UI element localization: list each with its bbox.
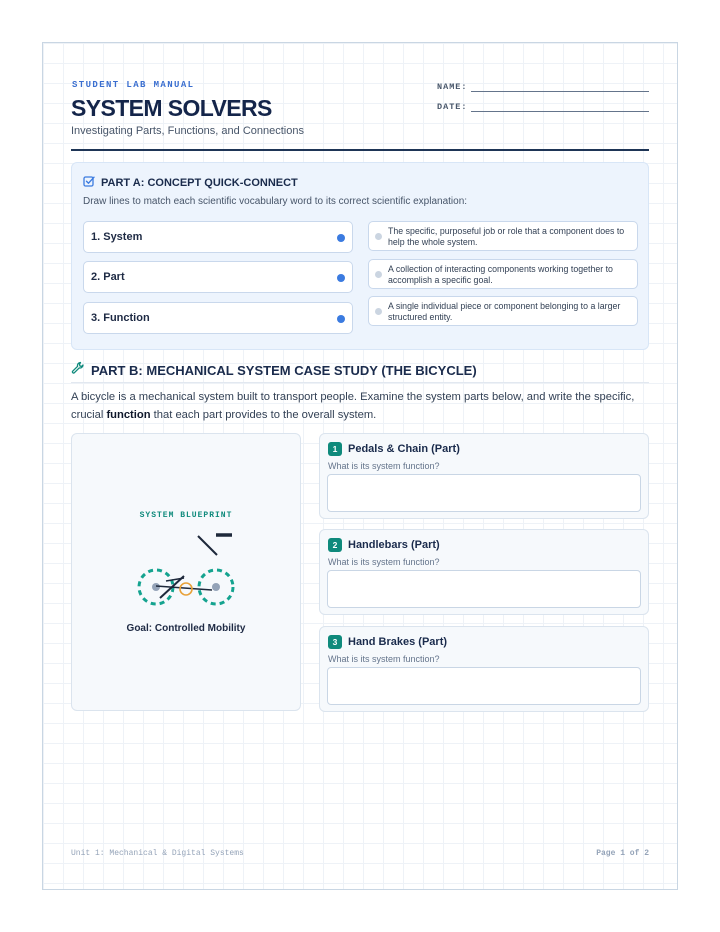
connector-dot[interactable] [337,234,345,242]
page-title: SYSTEM SOLVERS [71,95,272,121]
worksheet-page [42,42,678,890]
card-heading [328,635,447,649]
definition-text: A single individual piece or component belonging to a larger structured entity. [388,301,621,322]
footer-unit: Unit 1: Mechanical & Digital Systems [71,849,244,858]
chain-stay [156,586,212,590]
card-heading [328,538,440,552]
front-hub [212,583,220,591]
term-part[interactable] [83,261,353,293]
page-subtitle: Investigating Parts, Functions, and Connections [71,125,304,137]
name-label: NAME: [437,82,468,92]
student-fields [437,73,649,113]
fork [198,536,217,555]
header-divider [71,149,649,151]
part-card-handlebars [319,529,649,615]
card-question: What is its system function? [328,461,440,471]
part-card-brakes [319,626,649,712]
name-line[interactable] [471,80,649,92]
intro-keyword: function [106,409,151,421]
term-label: 2. Part [91,271,125,283]
connector-dot[interactable] [337,274,345,282]
answer-field[interactable] [327,570,641,608]
manual-label: STUDENT LAB MANUAL [72,80,195,90]
card-question: What is its system function? [328,557,440,567]
intro-text: A bicycle is a mechanical system built to transport people. Examine the system parts below, and write the specific, crucial [71,391,635,421]
definition-3[interactable] [368,296,638,326]
date-field [437,93,649,112]
answer-field[interactable] [327,667,641,705]
connector-dot[interactable] [375,308,382,315]
term-label: 3. Function [91,312,150,324]
connector-dot[interactable] [375,233,382,240]
term-function[interactable] [83,302,353,334]
definition-1[interactable] [368,221,638,251]
footer-page-number: Page 1 of 2 [596,849,649,858]
card-title: Hand Brakes (Part) [348,636,448,648]
card-question: What is its system function? [328,654,440,664]
date-label: DATE: [437,102,468,112]
part-a-title: PART A: CONCEPT QUICK-CONNECT [101,177,298,189]
definition-2[interactable] [368,259,638,289]
number-badge: 1 [328,442,342,456]
card-title: Handlebars (Part) [348,539,440,551]
blueprint-goal: Goal: Controlled Mobility [126,623,246,634]
part-a-heading [83,174,298,192]
part-b-intro [71,388,651,424]
card-title: Pedals & Chain (Part) [348,443,460,455]
intro-text-end: that each part provides to the overall system. [150,409,377,421]
wrench-icon [71,361,85,380]
definition-text: A collection of interacting components working together to accomplish a specific goal. [388,264,613,285]
part-b-title: PART B: MECHANICAL SYSTEM CASE STUDY (THE BICYCLE) [91,363,477,378]
page-content [71,43,649,889]
number-badge: 2 [328,538,342,552]
name-field [437,73,649,92]
definition-text: The specific, purposeful job or role that a component does to help the whole system. [388,226,625,247]
date-line[interactable] [471,100,649,112]
part-card-pedals [319,433,649,519]
blueprint-label: SYSTEM BLUEPRINT [139,511,233,520]
part-b-heading [71,361,477,380]
connector-dot[interactable] [375,271,382,278]
part-a-instructions: Draw lines to match each scientific vocabulary word to its correct scientific explanation: [83,196,468,207]
number-badge: 3 [328,635,342,649]
card-heading [328,442,460,456]
bicycle-diagram [128,528,246,614]
part-a-panel [71,162,649,350]
term-system[interactable] [83,221,353,253]
answer-field[interactable] [327,474,641,512]
checkbox-icon [83,174,95,192]
term-label: 1. System [91,231,143,243]
connector-dot[interactable] [337,315,345,323]
system-blueprint-panel [71,433,301,711]
part-b-divider [71,382,649,383]
